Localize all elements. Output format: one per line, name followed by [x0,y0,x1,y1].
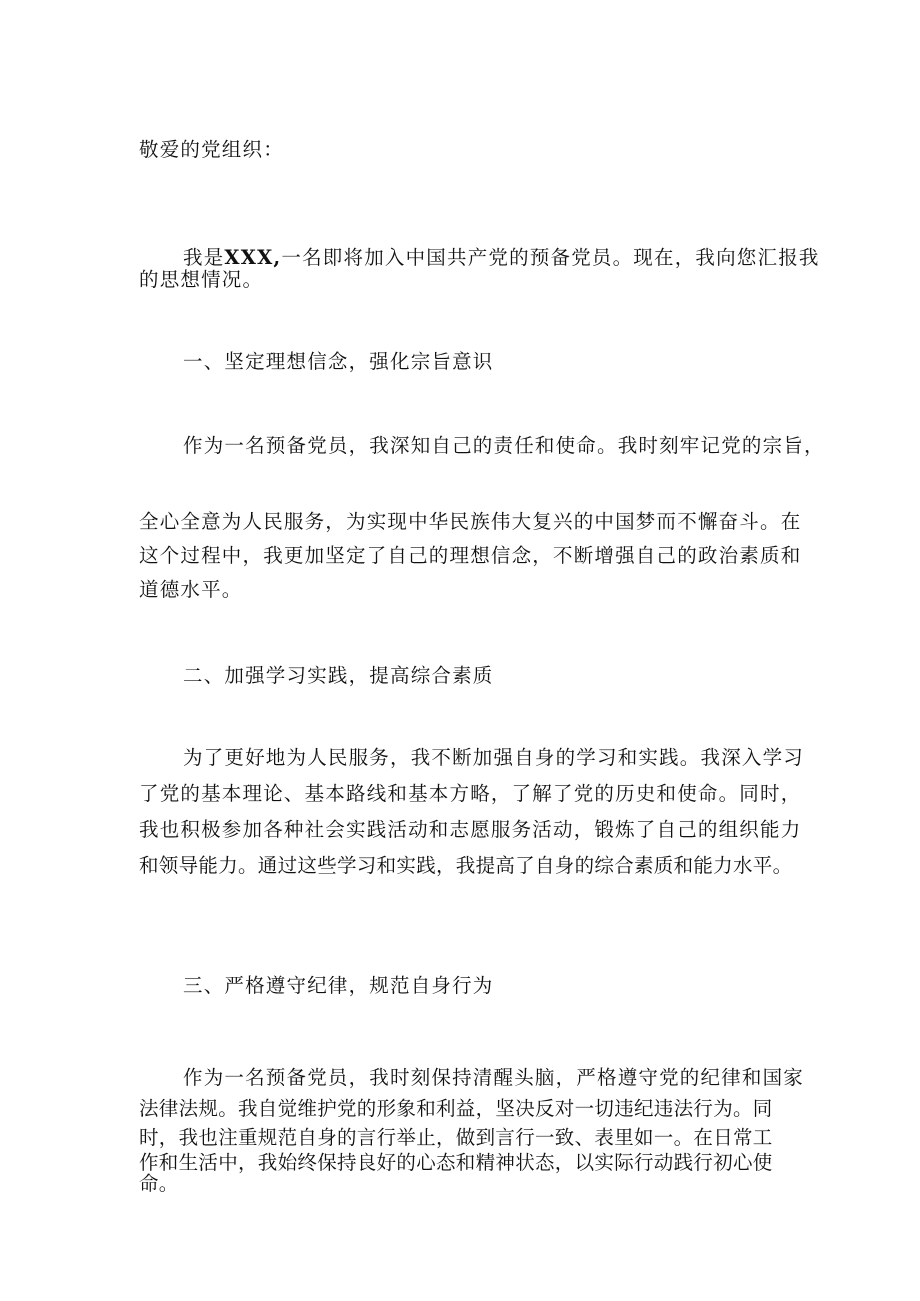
paragraph-line: 了党的基本理论、基本路线和基本方略，了解了党的历史和使命。同时， [139,782,802,805]
author-name: XXX, [224,246,282,269]
paragraph-line: 这个过程中，我更加坚定了自己的理想信念，不断增强自己的政治素质和 [139,544,802,567]
paragraph-line: 我也积极参加各种社会实践活动和志愿服务活动，锻炼了自己的组织能力 [139,818,802,841]
paragraph-line: 全心全意为人民服务，为实现中华民族伟大复兴的中国梦而不懈奋斗。在 [139,510,802,533]
paragraph-line: 作为一名预备党员，我时刻保持清醒头脑，严格遵守党的纪律和国家 [183,1066,805,1089]
paragraph-line: 和领导能力。通过这些学习和实践，我提高了自身的综合素质和能力水平。 [139,854,793,877]
section-heading: 三、严格遵守纪律，规范自身行为 [183,974,494,997]
intro-line-rest: 一名即将加入中国共产党的预备党员。现在，我向您汇报我 [281,246,820,269]
paragraph-line: 时，我也注重规范自身的言行举止，做到言行一致、表里如一。在日常工 [139,1126,773,1149]
paragraph-line: 为了更好地为人民服务，我不断加强自身的学习和实践。我深入学习 [183,746,805,769]
section-heading: 一、坚定理想信念，强化宗旨意识 [183,350,494,373]
section-heading: 二、加强学习实践，提高综合素质 [183,664,494,687]
salutation: 敬爱的党组织： [139,138,284,161]
paragraph-line: 法律法规。我自觉维护党的形象和利益，坚决反对一切违纪违法行为。同 [139,1097,773,1120]
paragraph-line: 作和生活中，我始终保持良好的心态和精神状态，以实际行动践行初心使 [139,1151,773,1174]
intro-line [183,246,820,270]
intro-line: 的思想情况。 [139,268,264,291]
paragraph-line: 作为一名预备党员，我深知自己的责任和使命。我时刻牢记党的宗旨， [183,434,825,457]
paragraph-line: 命。 [139,1172,179,1195]
intro-prefix: 我是 [183,246,225,269]
paragraph-line: 道德水平。 [139,578,243,601]
